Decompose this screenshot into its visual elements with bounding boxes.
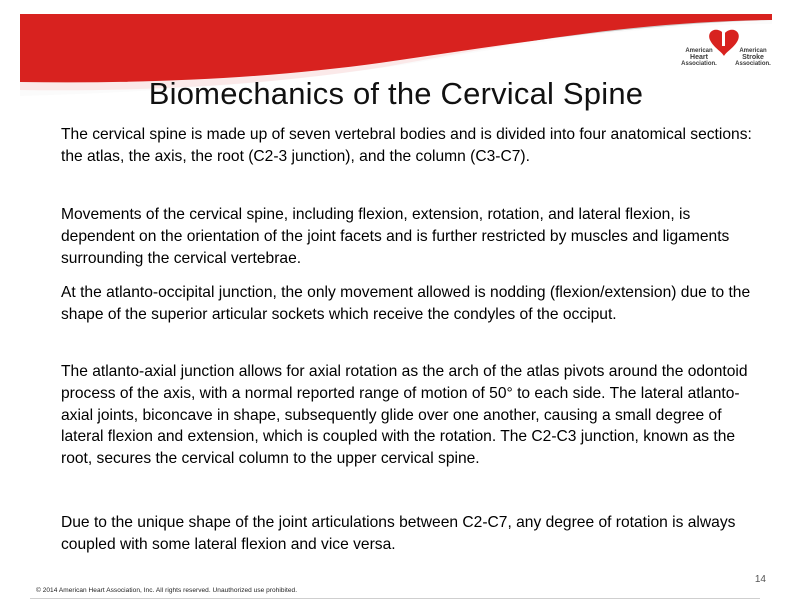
page-number: 14	[754, 574, 766, 585]
slide-title: Biomechanics of the Cervical Spine	[148, 76, 644, 111]
asa-logo-text: American Stroke Association.	[735, 48, 771, 67]
aha-asa-logo	[676, 22, 788, 78]
copyright-footer: © 2014 American Heart Association, Inc. All rights reserved. Unauthorized use prohibited.	[36, 587, 298, 594]
aha-logo-text: American Heart Association.	[681, 48, 717, 67]
paragraph-sections: The cervical spine is made up of seven vertebral bodies and is divided into four anatomical sections: the atlas, the axis, the root (C2-3 junction), and the column (C3-C7).	[61, 126, 752, 165]
paragraph-atlanto-axial: The atlanto-axial junction allows for axial rotation as the arch of the atlas pivots around the odontoid process of the axis, with a normal reported range of motion of 50° to each side. The lateral atlanto-axial joints, biconcave in shape, subsequently glide over one another, causing a small degree of lateral flexion and extension, which is coupled with the rotation. The C2-C3 junction, known as the root, secures the cervical column to the upper cervical spine.	[61, 363, 748, 468]
paragraph-atlanto-occipital: At the atlanto-occipital junction, the only movement allowed is nodding (flexion/extension) due to the shape of the superior articular sockets which receive the condyles of the occiput.	[61, 284, 751, 323]
paragraph-movements: Movements of the cervical spine, including flexion, extension, rotation, and lateral flexion, is dependent on the orientation of the joint facets and is further restricted by muscles and ligaments surrounding the cervical vertebrae.	[61, 206, 730, 267]
footer-divider	[30, 598, 760, 599]
paragraph-c2-c7: Due to the unique shape of the joint articulations between C2-C7, any degree of rotation is always coupled with some lateral flexion and vice versa.	[61, 514, 736, 553]
